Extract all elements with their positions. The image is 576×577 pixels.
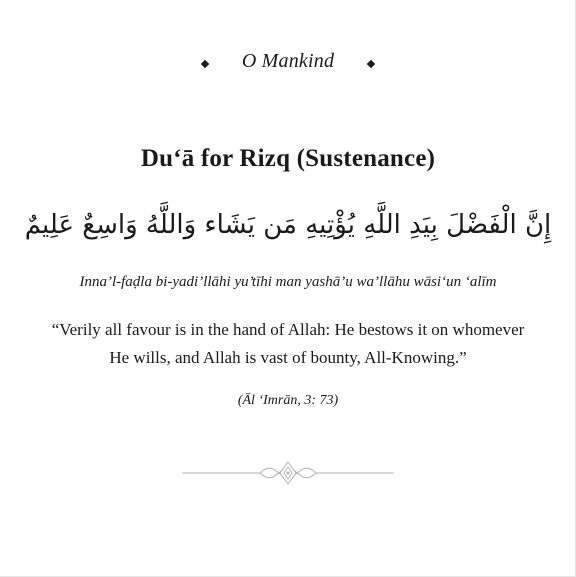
dua-title: Du‘ā for Rizq (Sustenance)	[140, 145, 436, 172]
transliteration: Inna’l-faḍla bi-yadi’llāhi yu’tīhi man yashā’u wa’llāhu wāsi‘un ‘alīm	[79, 274, 497, 290]
arabic-verse: إِنَّ الْفَضْلَ بِيَدِ اللَّهِ يُؤْتِيهِ مَن يَشَاء وَاللَّهُ وَاسِعٌ عَلِيمٌ	[24, 210, 552, 240]
diamond-right-icon	[367, 60, 375, 68]
page-header	[0, 46, 576, 76]
diamond-left-icon	[201, 60, 209, 68]
verse-reference: (Āl ‘Imrān, 3: 73)	[237, 393, 339, 408]
divider-ornament-icon	[180, 458, 396, 488]
header-title: O Mankind	[241, 49, 335, 72]
translation: “Verily all favour is in the hand of Allah: He bestows it on whomever He wills, and Allah is vast of bounty, All-Knowing.”	[51, 320, 525, 367]
